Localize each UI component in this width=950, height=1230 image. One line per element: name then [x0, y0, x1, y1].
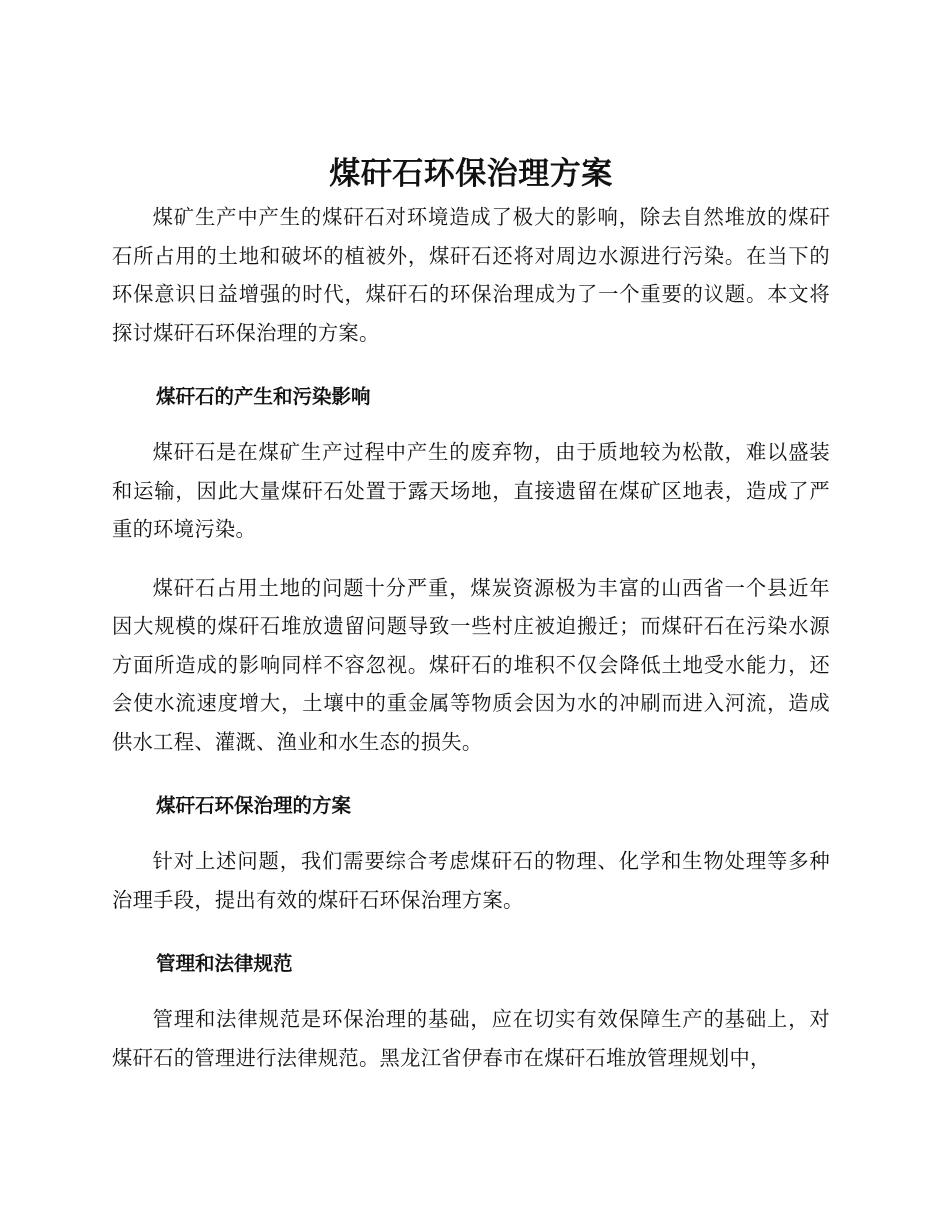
spacer — [112, 821, 830, 842]
document-body — [112, 150, 830, 1077]
spacer — [112, 412, 830, 433]
spacer — [112, 979, 830, 1000]
spacer — [112, 919, 830, 949]
solutions-paragraph: 针对上述问题，我们需要综合考虑煤矸石的物理、化学和生物处理等多种治理手段，提出有效的煤矸石环保治理方案。 — [112, 849, 830, 912]
section-heading-pollution: 煤矸石的产生和污染影响 — [156, 385, 371, 408]
pollution-paragraph-1: 煤矸石是在煤矿生产过程中产生的废弃物，由于质地较为松散，难以盛装和运输，因此大量煤矸石处置于露天场地，直接遗留在煤矿区地表，造成了严重的环境污染。 — [112, 440, 830, 541]
spacer — [112, 352, 830, 382]
spacer — [112, 761, 830, 791]
section-heading-solutions: 煤矸石环保治理的方案 — [156, 794, 352, 817]
section-heading-management: 管理和法律规范 — [156, 952, 293, 975]
document-title: 煤矸石环保治理方案 — [329, 156, 613, 192]
intro-paragraph: 煤矿生产中产生的煤矸石对环境造成了极大的影响，除去自然堆放的煤矸石所占用的土地和破坏的植被外，煤矸石还将对周边水源进行污染。在当下的环保意识日益增强的时代，煤矸石的环保治理成为了一个重要的议题。本文将探讨煤矸石环保治理的方案。 — [112, 205, 830, 345]
spacer — [112, 549, 830, 569]
management-paragraph: 管理和法律规范是环保治理的基础，应在切实有效保障生产的基础上，对煤矸石的管理进行法律规范。黑龙江省伊春市在煤矸石堆放管理规划中， — [112, 1007, 830, 1070]
pollution-paragraph-2: 煤矸石占用土地的问题十分严重，煤炭资源极为丰富的山西省一个县近年因大规模的煤矸石堆放遗留问题导致一些村庄被迫搬迁；而煤矸石在污染水源方面所造成的影响同样不容忽视。煤矸石的堆积不仅会降低土地受水能力，还会使水流速度增大，土壤中的重金属等物质会因为水的冲刷而进入河流，造成供水工程、灌溉、渔业和水生态的损失。 — [112, 575, 830, 754]
